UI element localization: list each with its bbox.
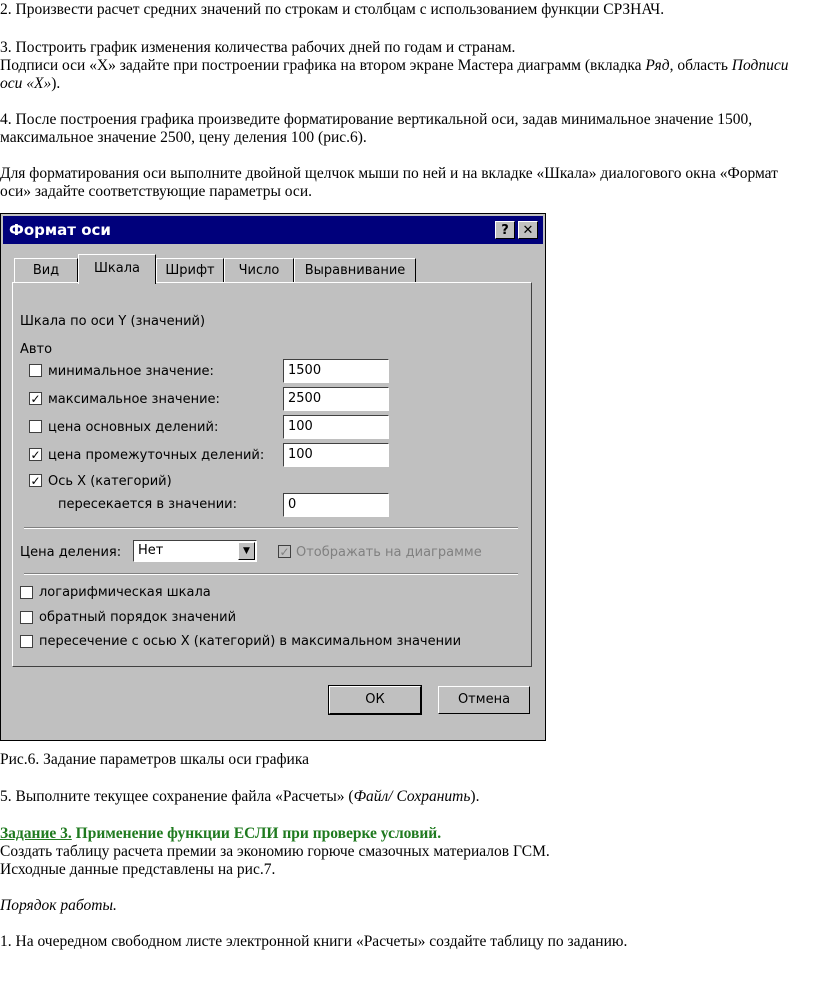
min-value-label: минимальное значение: (48, 364, 214, 379)
paragraph-task-desc: Создать таблицу расчета премии за экономию горюче смазочных материалов ГСМ. (0, 843, 550, 860)
log-scale-label: логарифмическая шкала (39, 585, 211, 600)
separator (24, 527, 518, 529)
reverse-order-label: обратный порядок значений (39, 610, 237, 625)
show-on-chart-checkbox[interactable]: ✓ (279, 545, 290, 559)
order-of-work-heading: Порядок работы. (0, 897, 117, 914)
paragraph-format-axis: Для форматирования оси выполните двойной щелчок мыши по ней и на вкладке «Шкала» диалогового окна «Формат (0, 165, 778, 182)
task-3-link[interactable]: Задание 3. (0, 825, 72, 842)
tab-alignment[interactable]: Выравнивание (294, 258, 416, 283)
auto-label: Авто (20, 342, 53, 357)
cross-at-max-checkbox[interactable] (20, 635, 33, 648)
y-scale-group-label: Шкала по оси Y (значений) (20, 314, 206, 329)
x-axis-auto-checkbox[interactable]: ✓ (30, 474, 41, 488)
separator (24, 573, 518, 575)
paragraph-step-4: 4. После построения графика произведите форматирование вертикальной оси, задав минимальное значение 1500, (0, 111, 753, 128)
cancel-button[interactable]: Отмена (438, 686, 530, 714)
paragraph-step-1: 1. На очередном свободном листе электронной книги «Расчеты» создайте таблицу по заданию. (0, 933, 628, 950)
task-3-heading: Задание 3. Применение функции ЕСЛИ при проверке условий. (0, 825, 442, 842)
figure-caption: Рис.6. Задание параметров шкалы оси графика (0, 751, 310, 768)
minor-unit-label: цена промежуточных делений: (48, 448, 265, 463)
paragraph-step-4-cont: максимальное значение 2500, цену деления 100 (рис.6). (0, 129, 367, 146)
tab-number[interactable]: Число (224, 258, 294, 283)
tab-view[interactable]: Вид (14, 258, 78, 283)
crosses-at-label: пересекается в значении: (58, 497, 238, 512)
display-units-value: Нет (138, 543, 164, 558)
paragraph-step-5: 5. Выполните текущее сохранение файла «Расчеты» (Файл/ Сохранить). (0, 788, 480, 805)
max-auto-checkbox[interactable]: ✓ (30, 392, 41, 406)
paragraph-step-3: 3. Построить график изменения количества рабочих дней по годам и странам. (0, 39, 516, 56)
major-unit-auto-checkbox[interactable] (29, 420, 42, 433)
reverse-order-checkbox[interactable] (20, 611, 33, 624)
log-scale-checkbox[interactable] (20, 586, 33, 599)
paragraph-format-axis-cont: оси» задайте соответствующие параметры оси. (0, 183, 312, 200)
paragraph-axis-labels: Подписи оси «Х» задайте при построении графика на втором экране Мастера диаграмм (вкладка Ряд, область Подписи (0, 57, 789, 74)
major-unit-label: цена основных делений: (48, 420, 219, 435)
major-unit-input[interactable]: 100 (283, 415, 389, 439)
tab-scale[interactable]: Шкала (78, 254, 156, 284)
paragraph-axis-labels-cont: оси «Х»). (0, 75, 61, 92)
paragraph-step-2: 2. Произвести расчет средних значений по строкам и столбцам с использованием функции СРЗНАЧ. (0, 1, 665, 18)
ok-button[interactable]: ОК (329, 686, 421, 714)
max-value-input[interactable]: 2500 (283, 387, 389, 411)
chevron-down-icon[interactable]: ▼ (238, 542, 255, 560)
show-on-chart-label: Отображать на диаграмме (296, 545, 482, 560)
crosses-at-input[interactable]: 0 (283, 493, 389, 517)
max-value-label: максимальное значение: (48, 392, 220, 407)
minor-unit-auto-checkbox[interactable]: ✓ (30, 448, 41, 462)
dialog-titlebar (3, 216, 543, 244)
minor-unit-input[interactable]: 100 (283, 443, 389, 467)
min-auto-checkbox[interactable] (29, 364, 42, 377)
help-button[interactable]: ? (495, 221, 515, 239)
display-units-select[interactable] (133, 540, 257, 562)
cross-at-max-label: пересечение с осью X (категорий) в максимальном значении (39, 634, 462, 649)
paragraph-task-data: Исходные данные представлены на рис.7. (0, 861, 276, 878)
display-units-label: Цена деления: (20, 545, 122, 560)
close-button[interactable]: ✕ (518, 221, 538, 239)
min-value-input[interactable]: 1500 (283, 359, 389, 383)
x-axis-label: Ось X (категорий) (48, 474, 172, 489)
tab-font[interactable]: Шрифт (156, 258, 224, 283)
dialog-title: Формат оси (9, 221, 111, 239)
